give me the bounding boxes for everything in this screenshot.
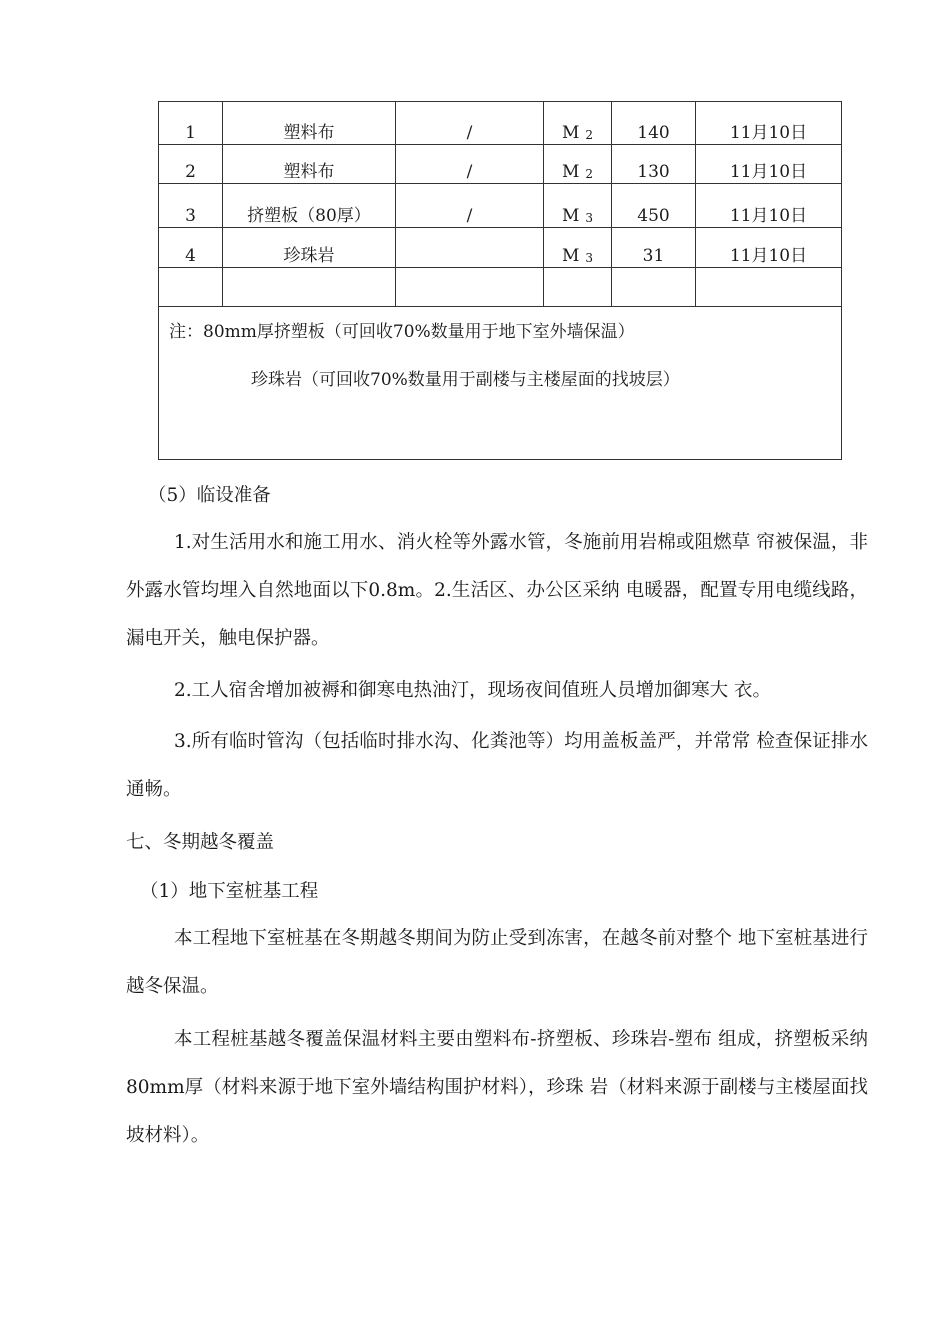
- material-name: 塑料布: [283, 162, 335, 182]
- material-spec: /: [466, 206, 473, 226]
- paragraph: 本工程地下室桩基在冬期越冬期间为防止受到冻害，在越冬前对整个 地下室桩基进行越冬保温。: [126, 928, 868, 997]
- section-heading-5: （5）临设准备: [148, 485, 271, 506]
- material-quantity: 450: [637, 206, 670, 226]
- material-name: 挤塑板（80厚）: [247, 206, 371, 226]
- paragraph: 本工程桩基越冬覆盖保温材料主要由塑料布-挤塑板、珍珠岩-塑布 组成，挤塑板采纳80mm厚（材料来源于地下室外墙结构围护材料），珍珠 岩（材料来源于副楼与主楼屋面找坡材料）。: [126, 1029, 868, 1146]
- table-row-empty: [159, 268, 842, 307]
- table-row: [159, 145, 842, 184]
- material-quantity: 140: [637, 123, 670, 143]
- row-number: 4: [185, 246, 196, 266]
- material-date: 11月10日: [729, 206, 808, 226]
- table-row: [159, 102, 842, 145]
- material-unit: M $_3$: [561, 246, 594, 266]
- table-row: [159, 228, 842, 268]
- paragraph: 1.对生活用水和施工用水、消火栓等外露水管，冬施前用岩棉或阻燃草 帘被保温，非外露水管均埋入自然地面以下0.8m。2.生活区、办公区采纳 电暖器，配置专用电缆线路，漏电开关，触电保护器。: [126, 532, 868, 649]
- paragraph: 3.所有临时管沟（包括临时排水沟、化粪池等）均用盖板盖严，并常常 检查保证排水通畅。: [126, 731, 868, 800]
- row-number: 3: [185, 206, 196, 226]
- table-note-row: [159, 307, 842, 460]
- table-row: [159, 184, 842, 228]
- table-note-line: 注：80mm厚挤塑板（可回收70%数量用于地下室外墙保温）: [169, 322, 635, 342]
- material-spec: /: [466, 162, 473, 182]
- material-quantity: 130: [637, 162, 670, 182]
- material-name: 塑料布: [283, 123, 335, 143]
- material-name: 珍珠岩: [283, 246, 335, 266]
- subsection-heading: （1）地下室桩基工程: [140, 881, 319, 902]
- material-quantity: 31: [642, 246, 665, 266]
- paragraph: 2.工人宿舍增加被褥和御寒电热油汀，现场夜间值班人员增加御寒大 衣。: [174, 680, 772, 701]
- material-date: 11月10日: [729, 123, 808, 143]
- table-note-line: 珍珠岩（可回收70%数量用于副楼与主楼屋面的找坡层）: [251, 370, 680, 390]
- row-number: 1: [185, 123, 196, 143]
- material-date: 11月10日: [729, 246, 808, 266]
- material-unit: M $_2$: [561, 162, 594, 182]
- section-heading-7: 七、冬期越冬覆盖: [126, 832, 275, 853]
- material-unit: M $_3$: [561, 206, 594, 226]
- row-number: 2: [185, 162, 196, 182]
- materials-table: [158, 101, 841, 460]
- material-spec: /: [466, 123, 473, 143]
- material-date: 11月10日: [729, 162, 808, 182]
- material-unit: M $_2$: [561, 123, 594, 143]
